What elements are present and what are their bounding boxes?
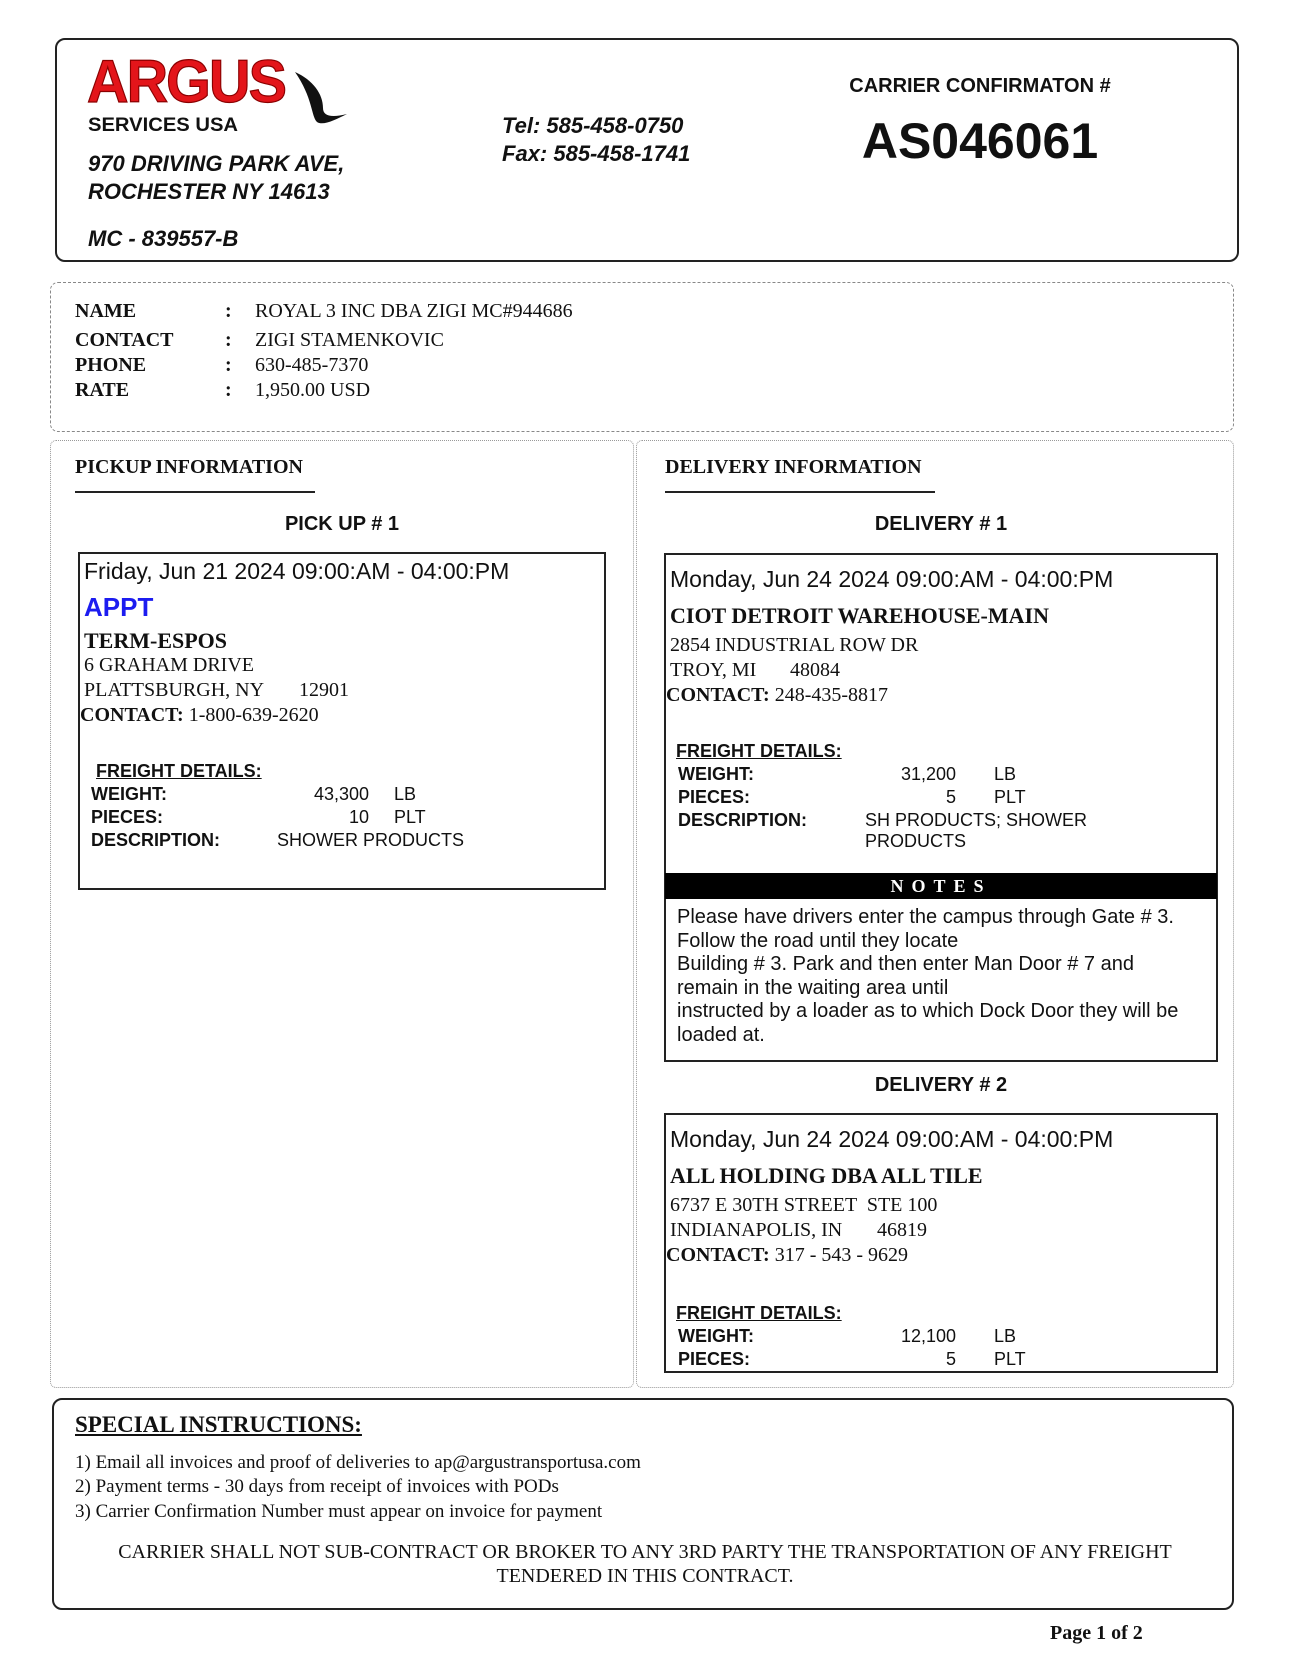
pickup-section-title: PICKUP INFORMATION <box>75 456 315 493</box>
pickup-1-contact-value: 1-800-639-2620 <box>188 704 319 726</box>
pickup-1-weight-unit: LB <box>394 784 417 804</box>
delivery-1-desc-value <box>865 810 1087 852</box>
pickup-1-address: 6 GRAHAM DRIVE <box>84 654 254 676</box>
delivery-2-contact <box>666 1244 908 1267</box>
delivery-1-address: 2854 INDUSTRIAL ROW DR <box>670 634 919 656</box>
company-logo <box>85 50 385 140</box>
logo-main-text: ARGUS <box>87 50 285 115</box>
carrier-rate-row <box>75 379 370 402</box>
delivery-2-weight-row <box>678 1326 1208 1347</box>
pickup-1-contact <box>80 704 319 727</box>
pickup-1-weight-value: 43,300 <box>313 784 369 804</box>
delivery-2-weight-value: 12,100 <box>900 1326 956 1346</box>
carrier-rate-value: 1,950.00 USD <box>255 379 371 401</box>
delivery-2-pieces-value: 5 <box>945 1349 956 1369</box>
pickup-1-pieces-value: 10 <box>348 807 369 827</box>
carrier-phone-label: PHONE <box>75 354 147 376</box>
delivery-1-pieces-label: PIECES: <box>678 787 751 807</box>
address-line1: 970 DRIVING PARK AVE, <box>88 151 345 176</box>
confirmation-label: CARRIER CONFIRMATON # <box>849 75 1111 97</box>
delivery-1-desc-label: DESCRIPTION: <box>678 810 808 830</box>
special-instruction-item: 3) Carrier Confirmation Number must appear on invoice for payment <box>75 1501 603 1522</box>
pickup-1-zip: 12901 <box>299 679 349 701</box>
address-line2: ROCHESTER NY 14613 <box>88 179 330 204</box>
notes-line: Follow the road until they locate <box>677 929 959 952</box>
delivery-2-contact-label: CONTACT: <box>666 1244 770 1266</box>
delivery-1-notes <box>677 906 1212 1047</box>
company-address <box>88 150 448 206</box>
delivery-section-title: DELIVERY INFORMATION <box>665 456 935 493</box>
delivery-2-city-state: INDIANAPOLIS, IN <box>670 1219 843 1241</box>
carrier-name-row <box>75 300 573 323</box>
notes-line: Please have drivers enter the campus through Gate # 3. <box>677 906 1174 928</box>
delivery-2-zip: 46819 <box>877 1219 927 1241</box>
special-instructions-title: SPECIAL INSTRUCTIONS: <box>75 1412 362 1437</box>
pickup-1-title: PICK UP # 1 <box>284 513 400 535</box>
pickup-1-contact-label: CONTACT: <box>80 704 184 726</box>
delivery-1-weight-value: 31,200 <box>900 764 956 784</box>
delivery-1-freight-title: FREIGHT DETAILS: <box>676 741 842 761</box>
colon: : <box>225 329 232 351</box>
pickup-1-desc-value: SHOWER PRODUCTS <box>277 830 465 850</box>
delivery-2-pieces-label: PIECES: <box>678 1349 751 1369</box>
carrier-name-value: ROYAL 3 INC DBA ZIGI MC#944686 <box>255 300 573 322</box>
delivery-2-date: Monday, Jun 24 2024 09:00:AM - 04:00:PM <box>670 1126 1114 1152</box>
delivery-2-weight-unit: LB <box>994 1326 1017 1346</box>
delivery-1-contact <box>666 684 888 707</box>
pickup-1-desc-row <box>91 830 591 851</box>
delivery-2-pieces-unit: PLT <box>994 1349 1026 1369</box>
carrier-contact-label: CONTACT <box>75 329 174 351</box>
subcontract-warning: CARRIER SHALL NOT SUB-CONTRACT OR BROKER TO ANY 3RD PARTY THE TRANSPORTATION OF ANY FREIGHT TENDERED IN THIS CONTRACT. <box>118 1541 1172 1587</box>
pickup-1-pieces-row <box>91 807 591 828</box>
pickup-1-freight-title: FREIGHT DETAILS: <box>96 761 262 781</box>
delivery-2-pieces-row <box>678 1349 1208 1370</box>
delivery-1-desc-line1: SH PRODUCTS; SHOWER <box>865 810 1088 830</box>
carrier-contact-value: ZIGI STAMENKOVIC <box>255 329 444 351</box>
delivery-1-contact-value: 248-435-8817 <box>774 684 889 706</box>
page-number: Page 1 of 2 <box>1050 1622 1143 1644</box>
company-phones <box>502 112 690 168</box>
delivery-1-title: DELIVERY # 1 <box>874 513 1008 535</box>
delivery-1-weight-unit: LB <box>994 764 1017 784</box>
delivery-1-weight-row <box>678 764 1208 785</box>
company-mc-number: MC - 839557-B <box>88 226 239 251</box>
delivery-1-pieces-unit: PLT <box>994 787 1026 807</box>
delivery-1-name: CIOT DETROIT WAREHOUSE-MAIN <box>670 603 1049 628</box>
carrier-phone-value: 630-485-7370 <box>255 354 369 376</box>
company-fax: Fax: 585-458-1741 <box>502 141 691 166</box>
carrier-contact-row <box>75 329 444 352</box>
argus-logo-graphic <box>85 50 385 140</box>
delivery-1-notes-bar: NOTES <box>665 873 1217 899</box>
colon: : <box>225 300 232 322</box>
colon: : <box>225 379 232 401</box>
delivery-1-contact-label: CONTACT: <box>666 684 770 706</box>
delivery-2-weight-label: WEIGHT: <box>678 1326 754 1346</box>
pickup-1-name: TERM-ESPOS <box>84 628 228 653</box>
pickup-1-weight-row <box>91 784 591 805</box>
delivery-2-name: ALL HOLDING DBA ALL TILE <box>670 1163 983 1188</box>
delivery-1-pieces-row <box>678 787 1208 808</box>
pickup-1-weight-label: WEIGHT: <box>91 784 167 804</box>
carrier-name-label: NAME <box>75 300 137 322</box>
notes-line: Building # 3. Park and then enter Man Door # 7 and <box>677 953 1134 975</box>
delivery-1-weight-label: WEIGHT: <box>678 764 754 784</box>
delivery-1-date: Monday, Jun 24 2024 09:00:AM - 04:00:PM <box>670 566 1114 592</box>
delivery-2-contact-value: 317 - 543 - 9629 <box>774 1244 909 1266</box>
delivery-1-desc-row <box>678 810 1208 852</box>
pickup-1-pieces-label: PIECES: <box>91 807 164 827</box>
carrier-rate-label: RATE <box>75 379 130 401</box>
notes-line: loaded at. <box>677 1023 765 1046</box>
company-tel: Tel: 585-458-0750 <box>502 113 684 138</box>
pickup-1-appt: APPT <box>84 592 154 622</box>
pickup-1-pieces-unit: PLT <box>394 807 426 827</box>
delivery-2-title: DELIVERY # 2 <box>874 1074 1008 1096</box>
notes-line: instructed by a loader as to which Dock Door they will be <box>677 1000 1179 1022</box>
delivery-1-pieces-value: 5 <box>945 787 956 807</box>
delivery-1-desc-line2: PRODUCTS <box>865 831 967 851</box>
delivery-2-address: 6737 E 30TH STREET STE 100 <box>670 1194 938 1216</box>
logo-sub-text: SERVICES USA <box>88 115 239 136</box>
delivery-2-freight-title: FREIGHT DETAILS: <box>676 1303 842 1323</box>
delivery-1-zip: 48084 <box>790 659 840 681</box>
pickup-1-desc-label: DESCRIPTION: <box>91 830 221 850</box>
notes-line: remain in the waiting area until <box>677 976 949 999</box>
delivery-1-city-state: TROY, MI <box>670 659 757 681</box>
special-instruction-item: 2) Payment terms - 30 days from receipt of invoices with PODs <box>75 1476 559 1497</box>
carrier-phone-row <box>75 354 368 377</box>
confirmation-number: AS046061 <box>861 113 1099 169</box>
pickup-1-date: Friday, Jun 21 2024 09:00:AM - 04:00:PM <box>84 558 510 584</box>
pickup-1-city-state: PLATTSBURGH, NY <box>84 679 265 701</box>
colon: : <box>225 354 232 376</box>
bird-icon <box>295 72 347 123</box>
special-instruction-item: 1) Email all invoices and proof of deliveries to ap@argustransportusa.com <box>75 1452 641 1473</box>
